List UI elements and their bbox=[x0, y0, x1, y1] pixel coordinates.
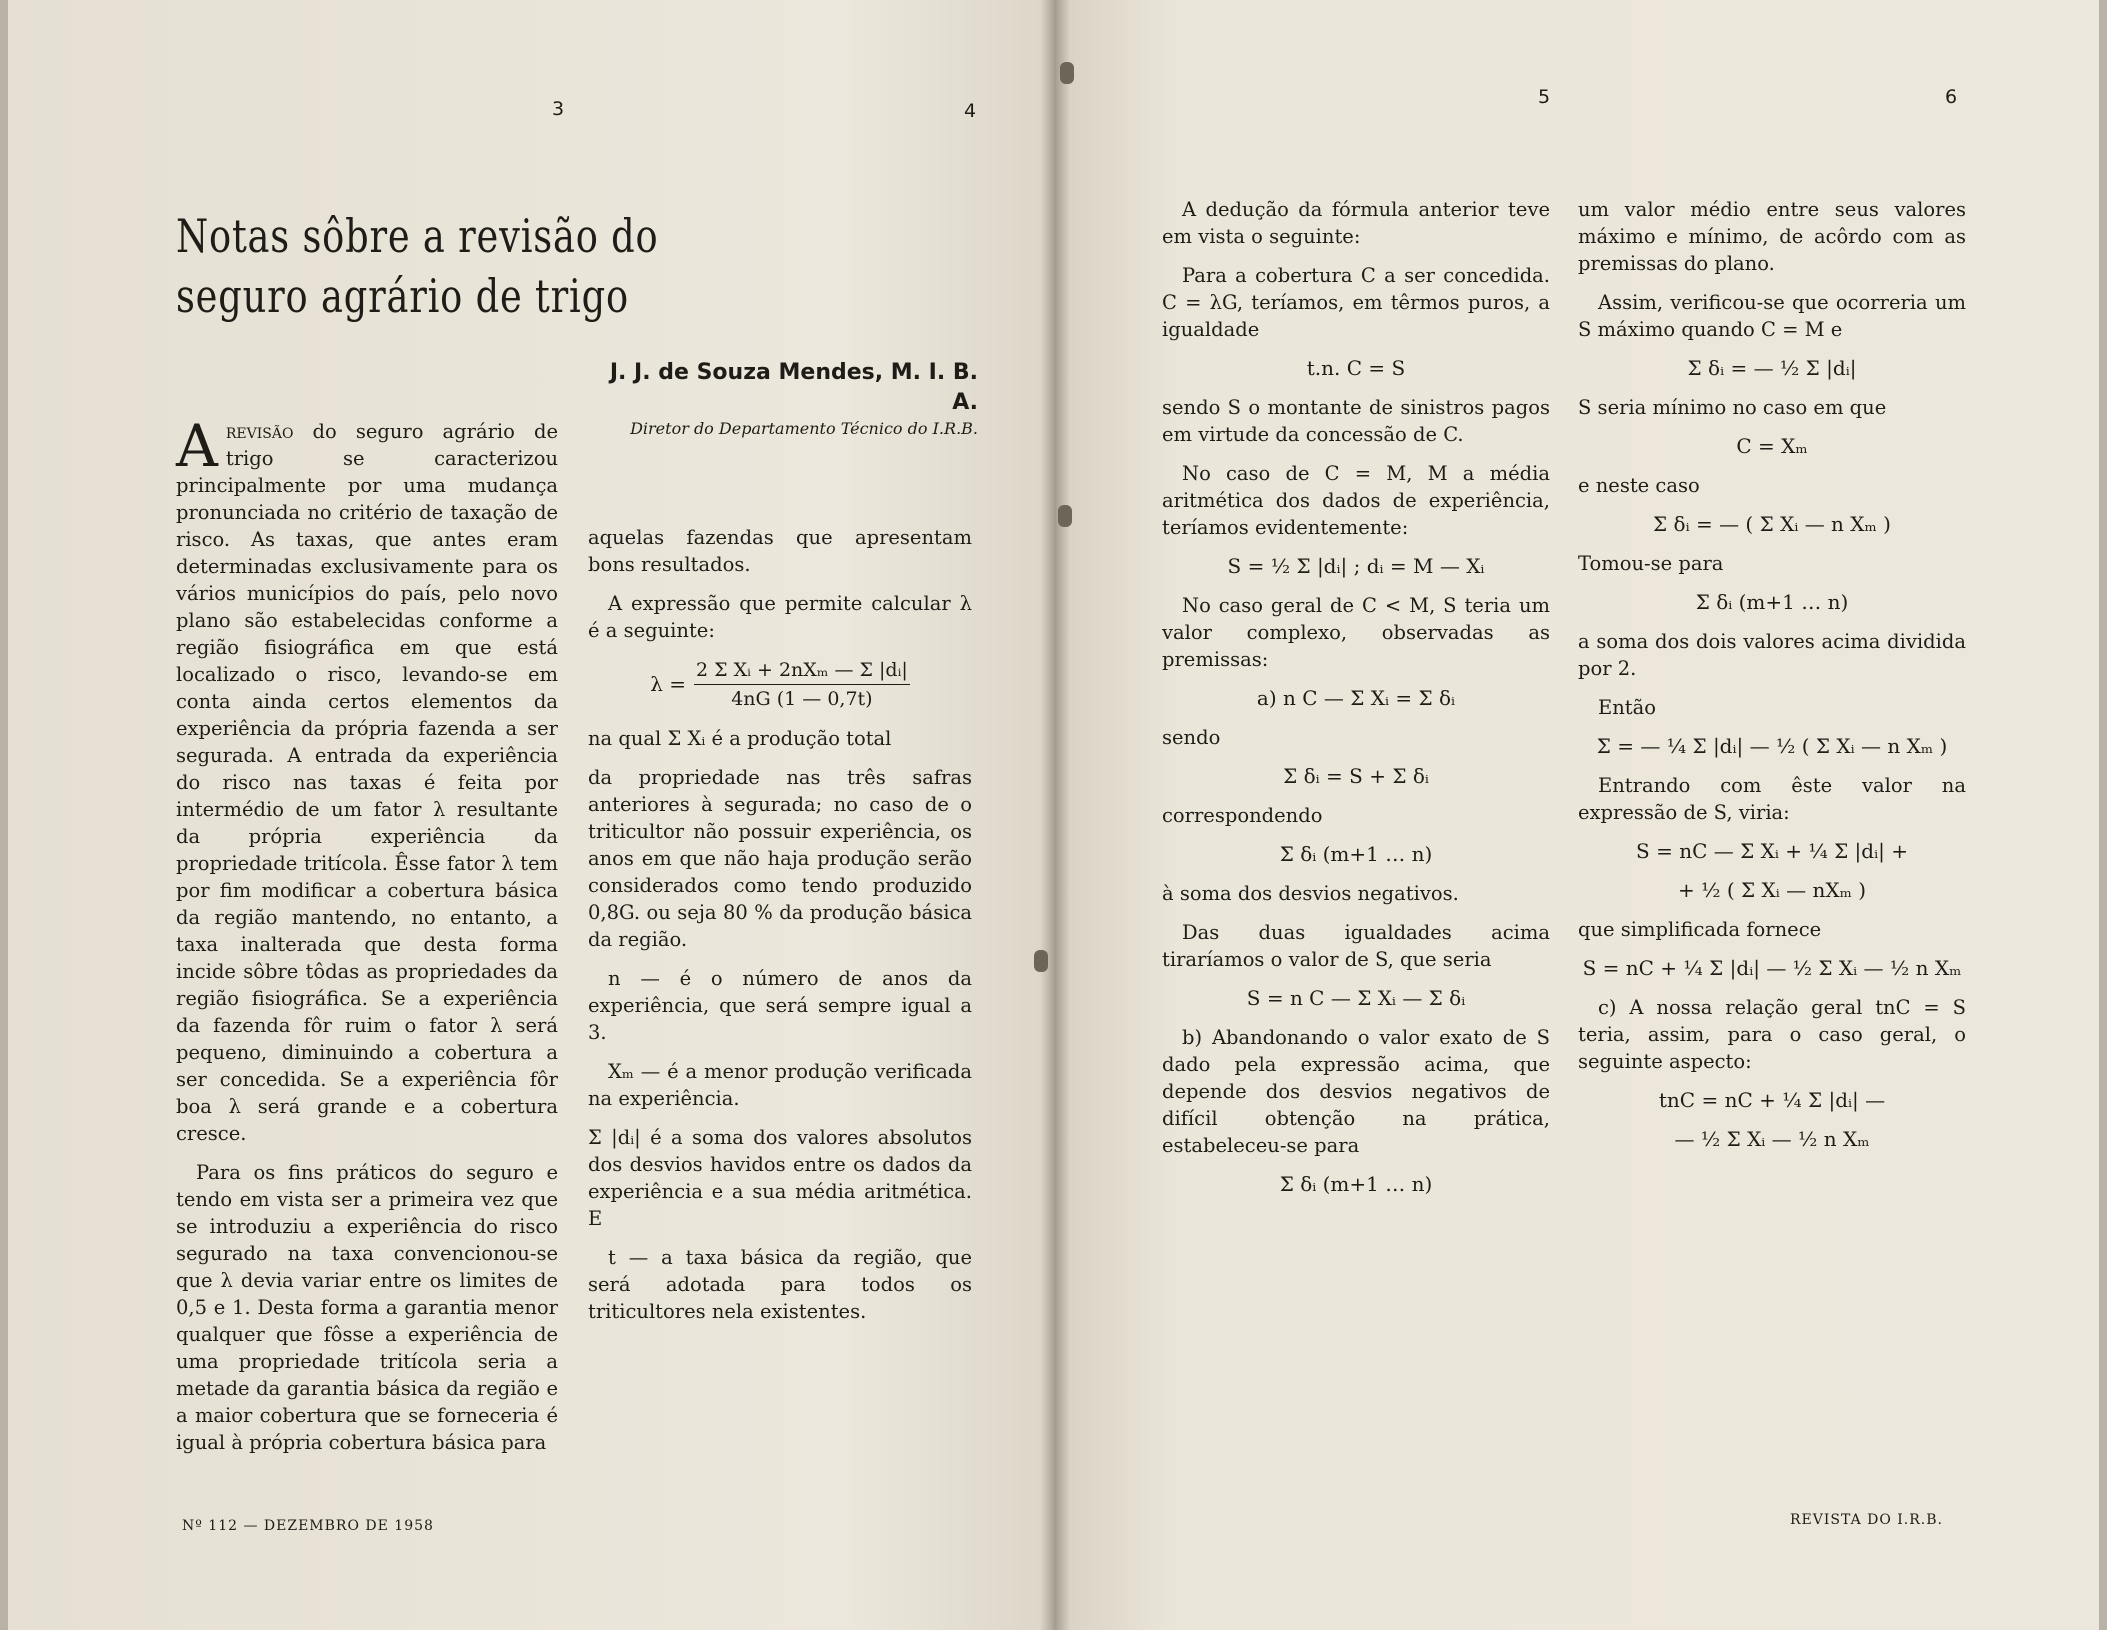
equation: Σ δᵢ (m+1 … n) bbox=[1279, 1172, 1433, 1196]
page-number-3: 3 bbox=[552, 98, 565, 120]
column-2 bbox=[588, 524, 972, 1337]
inline-sum: Σ |dᵢ| bbox=[588, 1126, 641, 1149]
equation: S = nC + ¼ Σ |dᵢ| — ½ Σ Xᵢ — ½ n Xₘ bbox=[1582, 956, 1962, 980]
paragraph: Assim, verificou-se que ocorreria um S máximo quando C = M e bbox=[1578, 291, 1966, 341]
paragraph: Das duas igualdades acima tiraríamos o valor de S, que seria bbox=[1162, 921, 1550, 971]
paragraph: sendo S o montante de sinistros pagos em virtude da concessão de C. bbox=[1162, 396, 1550, 446]
paragraph: t — a taxa básica da região, que será adotada para todos os triticultores nela existentes. bbox=[588, 1246, 972, 1323]
paragraph: à soma dos desvios negativos. bbox=[1162, 882, 1459, 905]
paragraph: A expressão que permite calcular λ é a seguinte: bbox=[588, 592, 972, 642]
author-role: Diretor do Departamento Técnico do I.R.B. bbox=[630, 419, 978, 438]
paragraph: aquelas fazendas que apresentam bons resultados. bbox=[588, 526, 972, 576]
staple-mark bbox=[1058, 505, 1072, 527]
equation: S = ½ Σ |dᵢ| ; dᵢ = M — Xᵢ bbox=[1227, 554, 1485, 578]
paragraph: c) A nossa relação geral tnC = S teria, assim, para o caso geral, o seguinte aspecto: bbox=[1578, 996, 1966, 1073]
equation: a) n C — Σ Xᵢ = Σ δᵢ bbox=[1256, 686, 1456, 710]
paragraph bbox=[176, 412, 558, 1147]
gutter-shadow bbox=[1040, 0, 1070, 1630]
text-run: na qual bbox=[588, 727, 662, 750]
paragraph: correspondendo bbox=[1162, 804, 1323, 827]
equation: Σ δᵢ = — ½ Σ |dᵢ| bbox=[1687, 356, 1857, 380]
footer-journal: REVISTA DO I.R.B. bbox=[1790, 1512, 1943, 1528]
page-number-4: 4 bbox=[964, 100, 977, 122]
paragraph: da propriedade nas três safras anteriores à segurada; no caso de o triticultor não possuir experiência, os anos em que não haja produção serão considerados como tendo produzido 0,8G. ou seja 80 % da produção básica da região. bbox=[588, 766, 972, 951]
text-run: é a soma dos valores absolutos dos desvios havidos entre os dados da experiência e a sua média aritmética. E bbox=[588, 1126, 972, 1230]
paragraph: A dedução da fórmula anterior teve em vista o seguinte: bbox=[1162, 198, 1550, 248]
paragraph: Para os fins práticos do seguro e tendo em vista ser a primeira vez que se introduziu a experiência do risco segurado na taxa convencionou-se que λ devia variar entre os limites de 0,5 e 1. Desta forma a garantia menor qualquer que fôsse a experiência de uma propriedade tritícola seria a metade da garantia básica da região e a maior cobertura que se forneceria é igual à própria cobertura básica para bbox=[176, 1161, 558, 1454]
paragraph: Entrando com êste valor na expressão de S, viria: bbox=[1578, 774, 1966, 824]
footer-issue: Nº 112 — DEZEMBRO DE 1958 bbox=[182, 1518, 434, 1534]
equation: + ½ ( Σ Xᵢ — nXₘ ) bbox=[1677, 878, 1867, 902]
paragraph-text: do seguro agrário de trigo se caracterizou principalmente por uma mudança pronunciada no critério de taxação de risco. As taxas, que antes eram determinadas exclusivamente para os vários municípios do país, pelo novo plano são estabelecidas conforme a região fisiográfica em que está localizado o risco, levando-se em conta ainda certos elementos da experiência da própria fazenda a ser segurada. A entrada da experiência do risco nas taxas é feita por intermédio de um fator λ resultante da própria experiência da propriedade tritícola. Êsse fator λ tem por fim modificar a cobertura básica da região mantendo, no entanto, a taxa inalterada que desta forma incide sôbre tôdas as propriedades da região fisiográfica. Se a experiência da fazenda fôr ruim o fator λ será pequeno, diminuindo a cobertura a ser concedida. Se a experiência fôr boa λ será grande e a cobertura cresce. bbox=[176, 420, 558, 1145]
column-1 bbox=[176, 412, 558, 1468]
page-number-5: 5 bbox=[1538, 86, 1551, 108]
equation-lhs: λ = bbox=[650, 672, 686, 696]
inline-sum: Σ Xᵢ bbox=[667, 727, 706, 750]
paragraph: Para a cobertura C a ser concedida. C = λG, teríamos, em têrmos puros, a igualdade bbox=[1162, 264, 1550, 341]
paragraph: que simplificada fornece bbox=[1578, 918, 1822, 941]
equation: Σ δᵢ = — ( Σ Xᵢ — n Xₘ ) bbox=[1653, 512, 1891, 536]
paragraph: No caso de C = M, M a média aritmética dos dados de experiência, teríamos evidentemente: bbox=[1162, 462, 1550, 539]
lambda-equation bbox=[588, 656, 972, 713]
paragraph: b) Abandonando o valor exato de S dado pela expressão acima, que depende dos desvios negativos de difícil obtenção na prática, estabeleceu-se para bbox=[1162, 1026, 1550, 1157]
equation: Σ δᵢ (m+1 … n) bbox=[1279, 842, 1433, 866]
staple-mark bbox=[1060, 62, 1074, 84]
lead-word: revisão bbox=[225, 420, 294, 443]
text-run: é a produção total bbox=[711, 727, 892, 750]
equation: S = nC — Σ Xᵢ + ¼ Σ |dᵢ| + bbox=[1636, 839, 1908, 863]
equation-numerator: 2 Σ Xᵢ + 2nXₘ — Σ |dᵢ| bbox=[694, 656, 910, 685]
column-4 bbox=[1578, 196, 1966, 1165]
paragraph: Tomou-se para bbox=[1578, 552, 1724, 575]
page-number-6: 6 bbox=[1945, 86, 1958, 108]
paragraph bbox=[588, 1124, 972, 1232]
article-title: Notas sôbre a revisão do seguro agrário de trigo bbox=[176, 209, 659, 323]
equation: Σ δᵢ = S + Σ δᵢ bbox=[1283, 764, 1429, 788]
author-block bbox=[588, 358, 978, 440]
drop-cap: A bbox=[176, 412, 218, 480]
equation: — ½ Σ Xᵢ — ½ n Xₘ bbox=[1674, 1127, 1870, 1151]
staple-mark bbox=[1034, 950, 1048, 972]
equation: Σ = — ¼ Σ |dᵢ| — ½ ( Σ Xᵢ — n Xₘ ) bbox=[1596, 734, 1948, 758]
equation: tnC = nC + ¼ Σ |dᵢ| — bbox=[1658, 1088, 1886, 1112]
equation: t.n. C = S bbox=[1306, 356, 1406, 380]
paragraph bbox=[588, 725, 972, 752]
paragraph: S seria mínimo no caso em que bbox=[1578, 396, 1887, 419]
paragraph: sendo bbox=[1162, 726, 1221, 749]
equation-fraction bbox=[694, 656, 910, 713]
paragraph: a soma dos dois valores acima dividida por 2. bbox=[1578, 630, 1966, 680]
equation-denominator: 4nG (1 — 0,7t) bbox=[731, 688, 873, 710]
paragraph: um valor médio entre seus valores máximo e mínimo, de acôrdo com as premissas do plano. bbox=[1578, 198, 1966, 275]
paragraph: n — é o número de anos da experiência, que será sempre igual a 3. bbox=[588, 967, 972, 1044]
paragraph: No caso geral de C < M, S teria um valor complexo, observadas as premissas: bbox=[1162, 594, 1550, 671]
paragraph: Xₘ — é a menor produção verificada na experiência. bbox=[588, 1060, 972, 1110]
equation: C = Xₘ bbox=[1736, 434, 1808, 458]
column-3 bbox=[1162, 196, 1550, 1210]
paragraph: e neste caso bbox=[1578, 474, 1700, 497]
equation: Σ δᵢ (m+1 … n) bbox=[1695, 590, 1849, 614]
author-name: J. J. de Souza Mendes, M. I. B. A. bbox=[609, 360, 978, 415]
paragraph: Então bbox=[1598, 696, 1656, 719]
equation: S = n C — Σ Xᵢ — Σ δᵢ bbox=[1246, 986, 1466, 1010]
